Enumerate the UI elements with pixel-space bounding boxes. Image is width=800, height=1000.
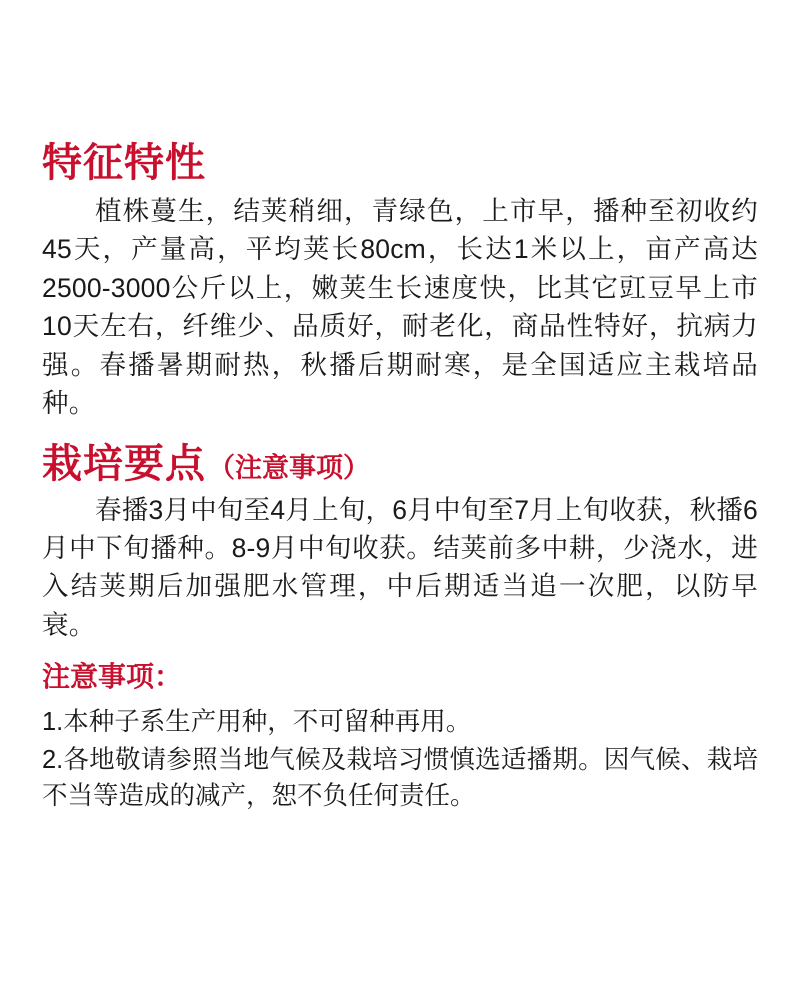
notice-item: 1.本种子系生产用种，不可留种再用。	[42, 707, 472, 736]
section-characteristics	[42, 140, 758, 423]
section-cultivation-paragraph: 春播3月中旬至4月上旬，6月中旬至7月上旬收获，秋播6月中下旬播种。8-9月中旬收获。结荚前多中耕，少浇水，进入结荚期后加强肥水管理，中后期适当追一次肥，以防早衰。	[42, 494, 758, 640]
notice-heading: 注意事项：	[42, 660, 183, 694]
notice-list	[42, 704, 758, 815]
section-cultivation	[42, 441, 758, 645]
section-characteristics-paragraph: 植株蔓生，结荚稍细，青绿色，上市早，播种至初收约45天，产量高，平均荚长80cm，长达1米以上，亩产高达2500-3000公斤以上，嫩荚生长速度快，比其它豇豆早上市10天左右，纤维少、品质好，耐老化，商品性特好，抗病力强。春播暑期耐热，秋播后期耐寒，是全国适应主栽培品种。	[42, 196, 758, 419]
section-cultivation-heading-row	[42, 441, 758, 487]
notice-item: 2.各地敬请参照当地气候及栽培习惯慎选适播期。因气候、栽培不当等造成的减产，恕不负任何责任。	[42, 746, 758, 811]
section-characteristics-heading: 特征特性	[42, 140, 206, 186]
section-cultivation-heading: 栽培要点	[42, 440, 206, 487]
section-notice	[42, 660, 758, 814]
section-cultivation-heading-suffix: （注意事项）	[208, 452, 370, 484]
